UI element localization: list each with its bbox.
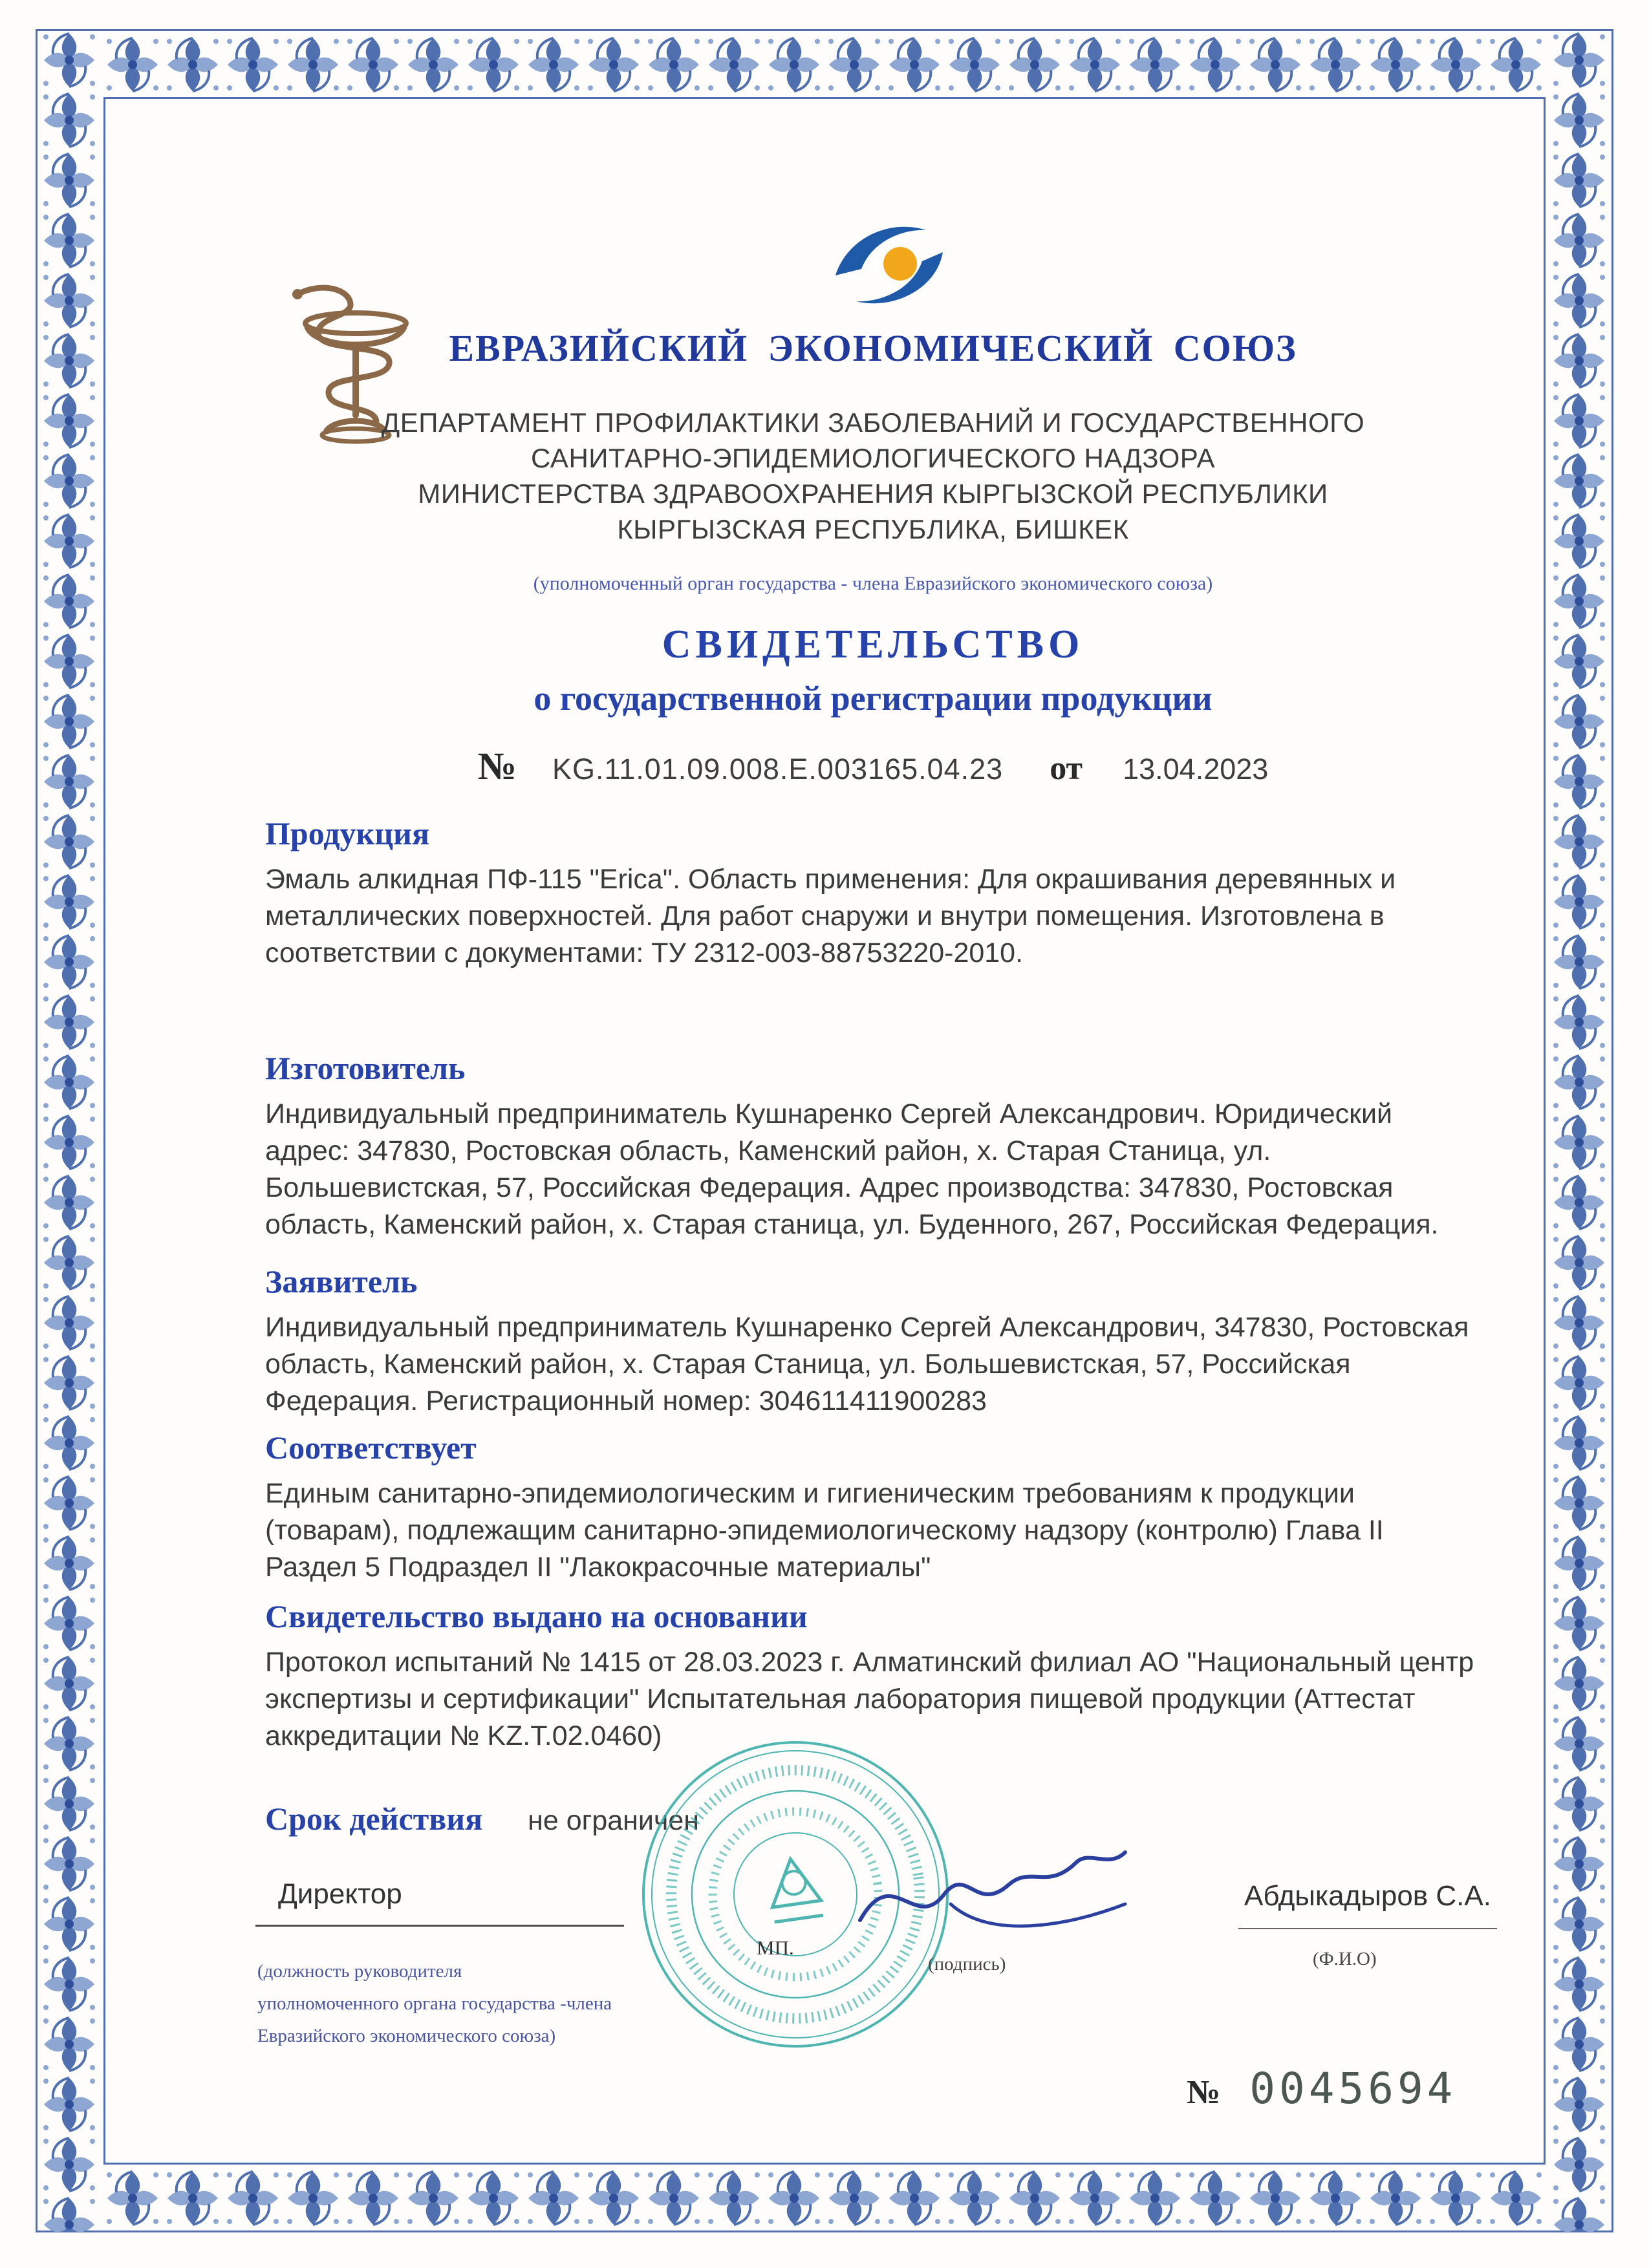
section-heading-compliance: Соответствует xyxy=(265,1429,477,1466)
ornament-border-bottom xyxy=(103,2165,1546,2232)
name-note: (Ф.И.О) xyxy=(1313,1949,1377,1969)
section-body-applicant: Индивидуальный предприниматель Кушнаренко Сергей Александрович, 347830, Ростовская область, Каменский район, х. Старая Станица, ул. Большевистская, 57, Российская Федерация. Регистрационный номер: 304611411900283 xyxy=(265,1312,1469,1417)
registration-date: 13.04.2023 xyxy=(1123,753,1269,786)
eaeu-logo-icon xyxy=(828,213,951,317)
department-line: ДЕПАРТАМЕНТ ПРОФИЛАКТИКИ ЗАБОЛЕВАНИЙ И ГОСУДАРСТВЕННОГО xyxy=(381,407,1365,438)
position-note-line: уполномоченного органа государства -члена xyxy=(257,1993,612,2014)
department-block xyxy=(265,405,1481,547)
union-title: ЕВРАЗИЙСКИЙ ЭКОНОМИЧЕСКИЙ СОЮЗ xyxy=(449,327,1297,369)
form-number-row xyxy=(1187,2064,1456,2113)
signatory-name: Абдыкадыров С.А. xyxy=(1238,1880,1497,1929)
department-line: САНИТАРНО-ЭПИДЕМИОЛОГИЧЕСКОГО НАДЗОРА xyxy=(531,443,1215,473)
ornament-border-left xyxy=(36,31,103,2232)
section-heading-applicant: Заявитель xyxy=(265,1263,418,1300)
authority-note: (уполномоченный орган государства - члена Евразийского экономического союза) xyxy=(533,573,1213,594)
section-body-product: Эмаль алкидная ПФ-115 "Erica". Область применения: Для окрашивания деревянных и металлических поверхностей. Для работ снаружи и внутри помещения. Изготовлена в соответствии с документами: ТУ 2312-003-88753220-2010. xyxy=(265,864,1396,968)
position-note-line: (должность руководителя xyxy=(257,1961,462,1982)
department-line: МИНИСТЕРСТВА ЗДРАВООХРАНЕНИЯ КЫРГЫЗСКОЙ РЕСПУБЛИКИ xyxy=(418,478,1328,509)
section-heading-validity: Срок действия xyxy=(265,1801,483,1837)
position-note xyxy=(257,1955,612,2052)
section-heading-manufacturer: Изготовитель xyxy=(265,1050,466,1086)
registration-number: KG.11.01.09.008.E.003165.04.23 xyxy=(552,753,1004,786)
certificate-subtitle: о государственной регистрации продукции xyxy=(534,679,1212,718)
ornament-border-right xyxy=(1546,31,1613,2232)
position-title: Директор xyxy=(255,1878,624,1927)
stamp-place-label: МП. xyxy=(757,1936,794,1959)
signature-note: (подпись) xyxy=(928,1954,1006,1974)
position-note-line: Евразийского экономического союза) xyxy=(257,2026,556,2046)
section-body-compliance: Единым санитарно-эпидемиологическим и гигиеническим требованиям к продукции (товарам), подлежащим санитарно-эпидемиологическому надзору (контролю) Глава II Раздел 5 Подраздел II "Лакокрасочные материалы" xyxy=(265,1478,1384,1583)
section-body-manufacturer: Индивидуальный предприниматель Кушнаренко Сергей Александрович. Юридический адрес: 347830, Ростовская область, Каменский район, х. Старая Станица, ул. Большевистская, 57, Российская Федерация. Адрес производства: 347830, Ростовская область, Каменский район, х. Старая станица, ул. Буденного, 267, Российская Федерация. xyxy=(265,1098,1439,1240)
section-heading-product: Продукция xyxy=(265,815,430,851)
registration-number-row xyxy=(265,744,1481,789)
form-number-sign: № xyxy=(1187,2074,1221,2111)
ornament-border-top xyxy=(103,31,1546,99)
department-line: КЫРГЫЗСКАЯ РЕСПУБЛИКА, БИШКЕК xyxy=(617,514,1129,544)
validity-value: не ограничен xyxy=(528,1805,700,1836)
number-sign: № xyxy=(477,745,517,787)
form-number-digits: 0045694 xyxy=(1249,2064,1457,2113)
certificate-title: СВИДЕТЕЛЬСТВО xyxy=(662,623,1084,667)
section-heading-basis: Свидетельство выдано на основании xyxy=(265,1598,808,1634)
certificate-content xyxy=(265,326,1481,1837)
handwritten-signature xyxy=(854,1843,1132,1965)
section-body-basis: Протокол испытаний № 1415 от 28.03.2023 г. Алматинский филиал АО "Национальный центр экспертизы и сертификации" Испытательная лаборатория пищевой продукции (Аттестат аккредитации № KZ.T.02.0460) xyxy=(265,1647,1474,1751)
ot-label: от xyxy=(1050,750,1083,787)
